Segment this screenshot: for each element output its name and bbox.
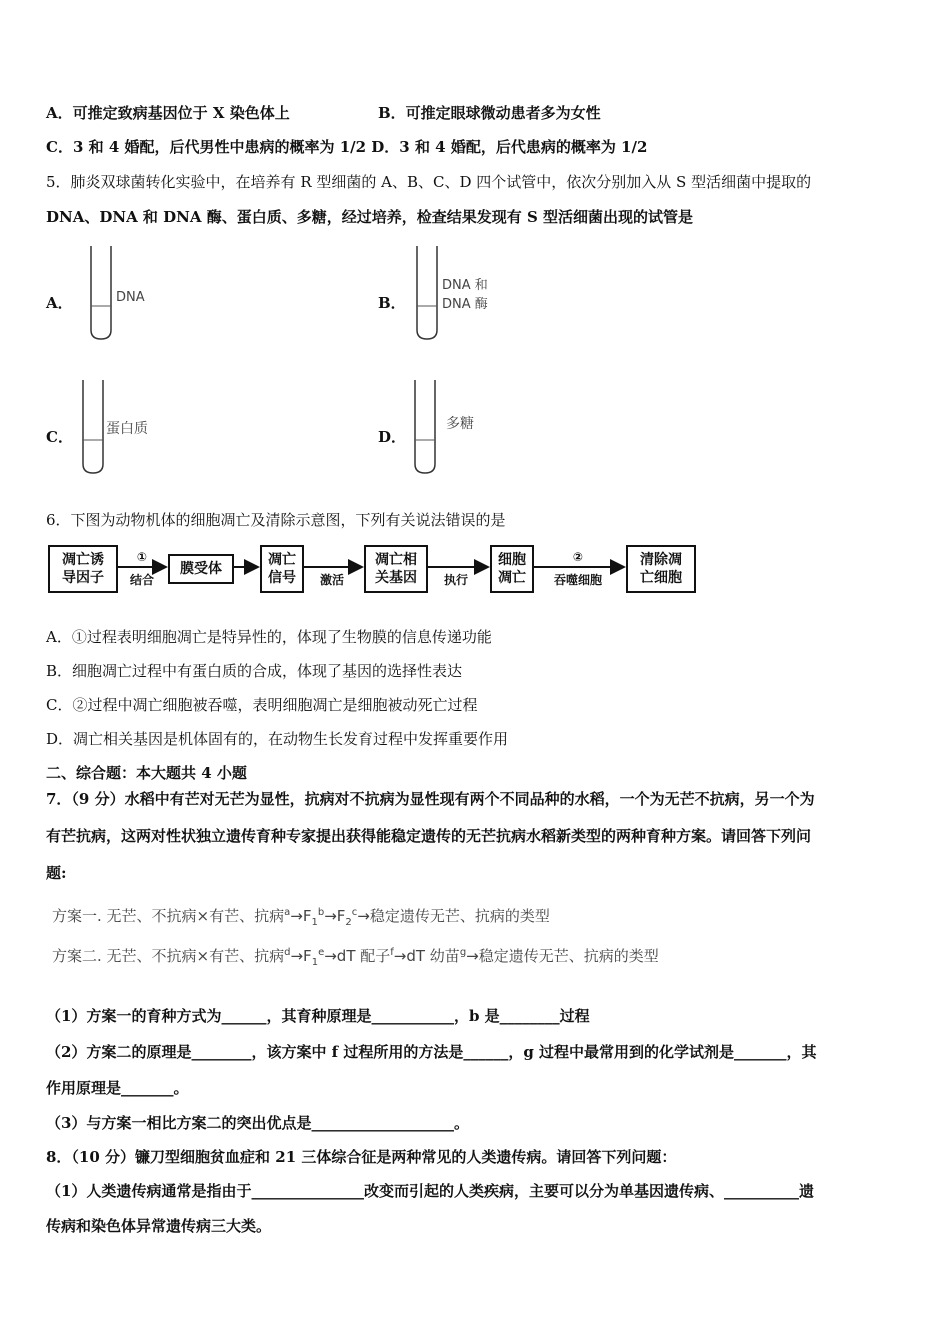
q5-option-a-label: A． — [46, 294, 73, 312]
q4-option-cd: C．3 和 4 婚配，后代男性中患病的概率为 1/2 D．3 和 4 婚配，后代患病的概率为 1/2 — [46, 138, 648, 156]
q5-stem-line1: 5．肺炎双球菌转化实验中，在培养有 R 型细菌的 A、B、C、D 四个试管中，依次分别加入从 S 型活细菌中提取的 — [46, 173, 812, 191]
tube-b-label-line2: DNA 酶 — [442, 297, 488, 312]
scheme1-f2: F — [336, 907, 346, 925]
flow-arrow-5-number: ② — [572, 550, 584, 564]
flow-box-signal: 凋亡 信号 — [260, 545, 304, 593]
scheme2-gamete: dT 配子 — [336, 947, 391, 965]
q5-stem-line2: DNA、DNA 和 DNA 酶、蛋白质、多糖，经过培养，检查结果发现有 S 型活细菌出现的试管是 — [46, 208, 694, 226]
q4-option-b: B．可推定眼球微动患者多为女性 — [378, 104, 601, 122]
scheme2-f1-sub: 1 — [311, 957, 319, 968]
scheme1-step-c: c — [351, 907, 358, 918]
q7-stem-line3: 题: — [46, 864, 67, 882]
q8-sub1-line1: （1）人类遗传病通常是指由于_______________改变而引起的人类疾病，主要可以分为单基因遗传病、__________遗 — [46, 1182, 814, 1200]
flow-arrow-1-number: ① — [136, 550, 148, 564]
q6-option-b: B．细胞凋亡过程中有蛋白质的合成，体现了基因的选择性表达 — [46, 662, 463, 680]
q8-sub1-line2: 传病和染色体异常遗传病三大类。 — [46, 1217, 272, 1235]
q6-option-d: D．凋亡相关基因是机体固有的，在动物生长发育过程中发挥重要作用 — [46, 730, 509, 748]
scheme2-step-e: e — [318, 947, 325, 958]
test-tube-d-icon — [412, 380, 438, 476]
q7-scheme-1: 方案一. 无芒、不抗病×有芒、抗病$^a\to F_1^b\to F_2^c\to$稳定遗传无芒、抗病的类型 — [52, 907, 550, 928]
q6-option-a: A．①过程表明细胞凋亡是特异性的，体现了生物膜的信息传递功能 — [46, 628, 492, 646]
q7-sub3: （3）与方案一相比方案二的突出优点是___________________。 — [46, 1114, 469, 1132]
scheme1-step-a: a — [284, 907, 291, 918]
flow-box-receptor: 膜受体 — [168, 554, 234, 584]
scheme2-step-d: d — [284, 947, 291, 958]
q7-scheme-2: 方案二. 无芒、不抗病×有芒、抗病$^d\to F_1^e\to dT$ 配子$^f$→dT 幼苗$^g$→稳定遗传无芒、抗病的类型 — [52, 947, 659, 968]
tube-d-label: 多糖 — [446, 416, 474, 432]
scheme2-seedling: dT 幼苗 — [406, 947, 460, 965]
q7-sub1: （1）方案一的育种方式为______，其育种原理是___________，b 是________过程 — [46, 1007, 590, 1025]
tube-b-label-line1: DNA 和 — [442, 278, 488, 293]
q8-stem: 8．（10 分）镰刀型细胞贫血症和 21 三体综合征是两种常见的人类遗传病。请回答下列问题： — [46, 1148, 677, 1166]
scheme1-suffix: 稳定遗传无芒、抗病的类型 — [369, 907, 550, 925]
tube-a-label: DNA — [116, 290, 145, 305]
flow-box-genes: 凋亡相 关基因 — [364, 545, 428, 593]
flow-box-apoptosis: 细胞 凋亡 — [490, 545, 534, 593]
scheme1-f2-sub: 2 — [345, 917, 352, 928]
flow-box-inducer: 凋亡诱 导因子 — [48, 545, 118, 593]
flow-arrow-4-label: 执行 — [443, 573, 468, 587]
tube-c-label: 蛋白质 — [106, 421, 148, 437]
q5-option-b-label: B． — [378, 294, 406, 312]
scheme1-step-b: b — [317, 907, 325, 918]
test-tube-b-icon — [414, 246, 440, 342]
scheme2-prefix: 方案二. 无芒、不抗病×有芒、抗病 — [52, 947, 285, 965]
q7-sub2-line2: 作用原理是_______。 — [46, 1079, 189, 1097]
q7-stem-line2: 有芒抗病，这两对性状独立遗传育种专家提出获得能稳定遗传的无芒抗病水稻新类型的两种育种方案。请回答下列问 — [46, 827, 812, 845]
scheme2-step-g: g — [459, 947, 467, 958]
scheme2-f1: F — [303, 947, 312, 965]
section-heading: 二、综合题：本大题共 4 小题 — [46, 764, 247, 782]
q6-option-c: C．②过程中凋亡细胞被吞噬，表明细胞凋亡是细胞被动死亡过程 — [46, 696, 478, 714]
q7-sub2-line1: （2）方案二的原理是________，该方案中 f 过程所用的方法是______，g 过程中最常用到的化学试剂是_______，其 — [46, 1043, 817, 1061]
scheme2-suffix: 稳定遗传无芒、抗病的类型 — [478, 947, 659, 965]
q5-option-c-label: C． — [46, 428, 73, 446]
test-tube-c-icon — [80, 380, 106, 476]
q6-stem: 6．下图为动物机体的细胞凋亡及清除示意图，下列有关说法错误的是 — [46, 511, 506, 529]
flow-box-clearance: 清除凋 亡细胞 — [626, 545, 696, 593]
scheme1-f1-sub: 1 — [311, 917, 318, 928]
q7-stem-line1: 7．（9 分）水稻中有芒对无芒为显性，抗病对不抗病为显性现有两个不同品种的水稻，一个为无芒不抗病，另一个为 — [46, 790, 815, 808]
scheme2-step-f: f — [390, 947, 394, 958]
q5-option-d-label: D． — [378, 428, 407, 446]
flow-arrow-5-label: 吞噬细胞 — [553, 573, 602, 587]
test-tube-a-icon — [88, 246, 114, 342]
scheme1-f1: F — [302, 907, 312, 925]
flow-arrow-3-label: 激活 — [319, 573, 344, 587]
q4-option-a: A．可推定致病基因位于 X 染色体上 — [46, 104, 290, 122]
scheme1-prefix: 方案一. 无芒、不抗病×有芒、抗病 — [52, 907, 285, 925]
flow-arrow-1-label: 结合 — [129, 573, 154, 587]
